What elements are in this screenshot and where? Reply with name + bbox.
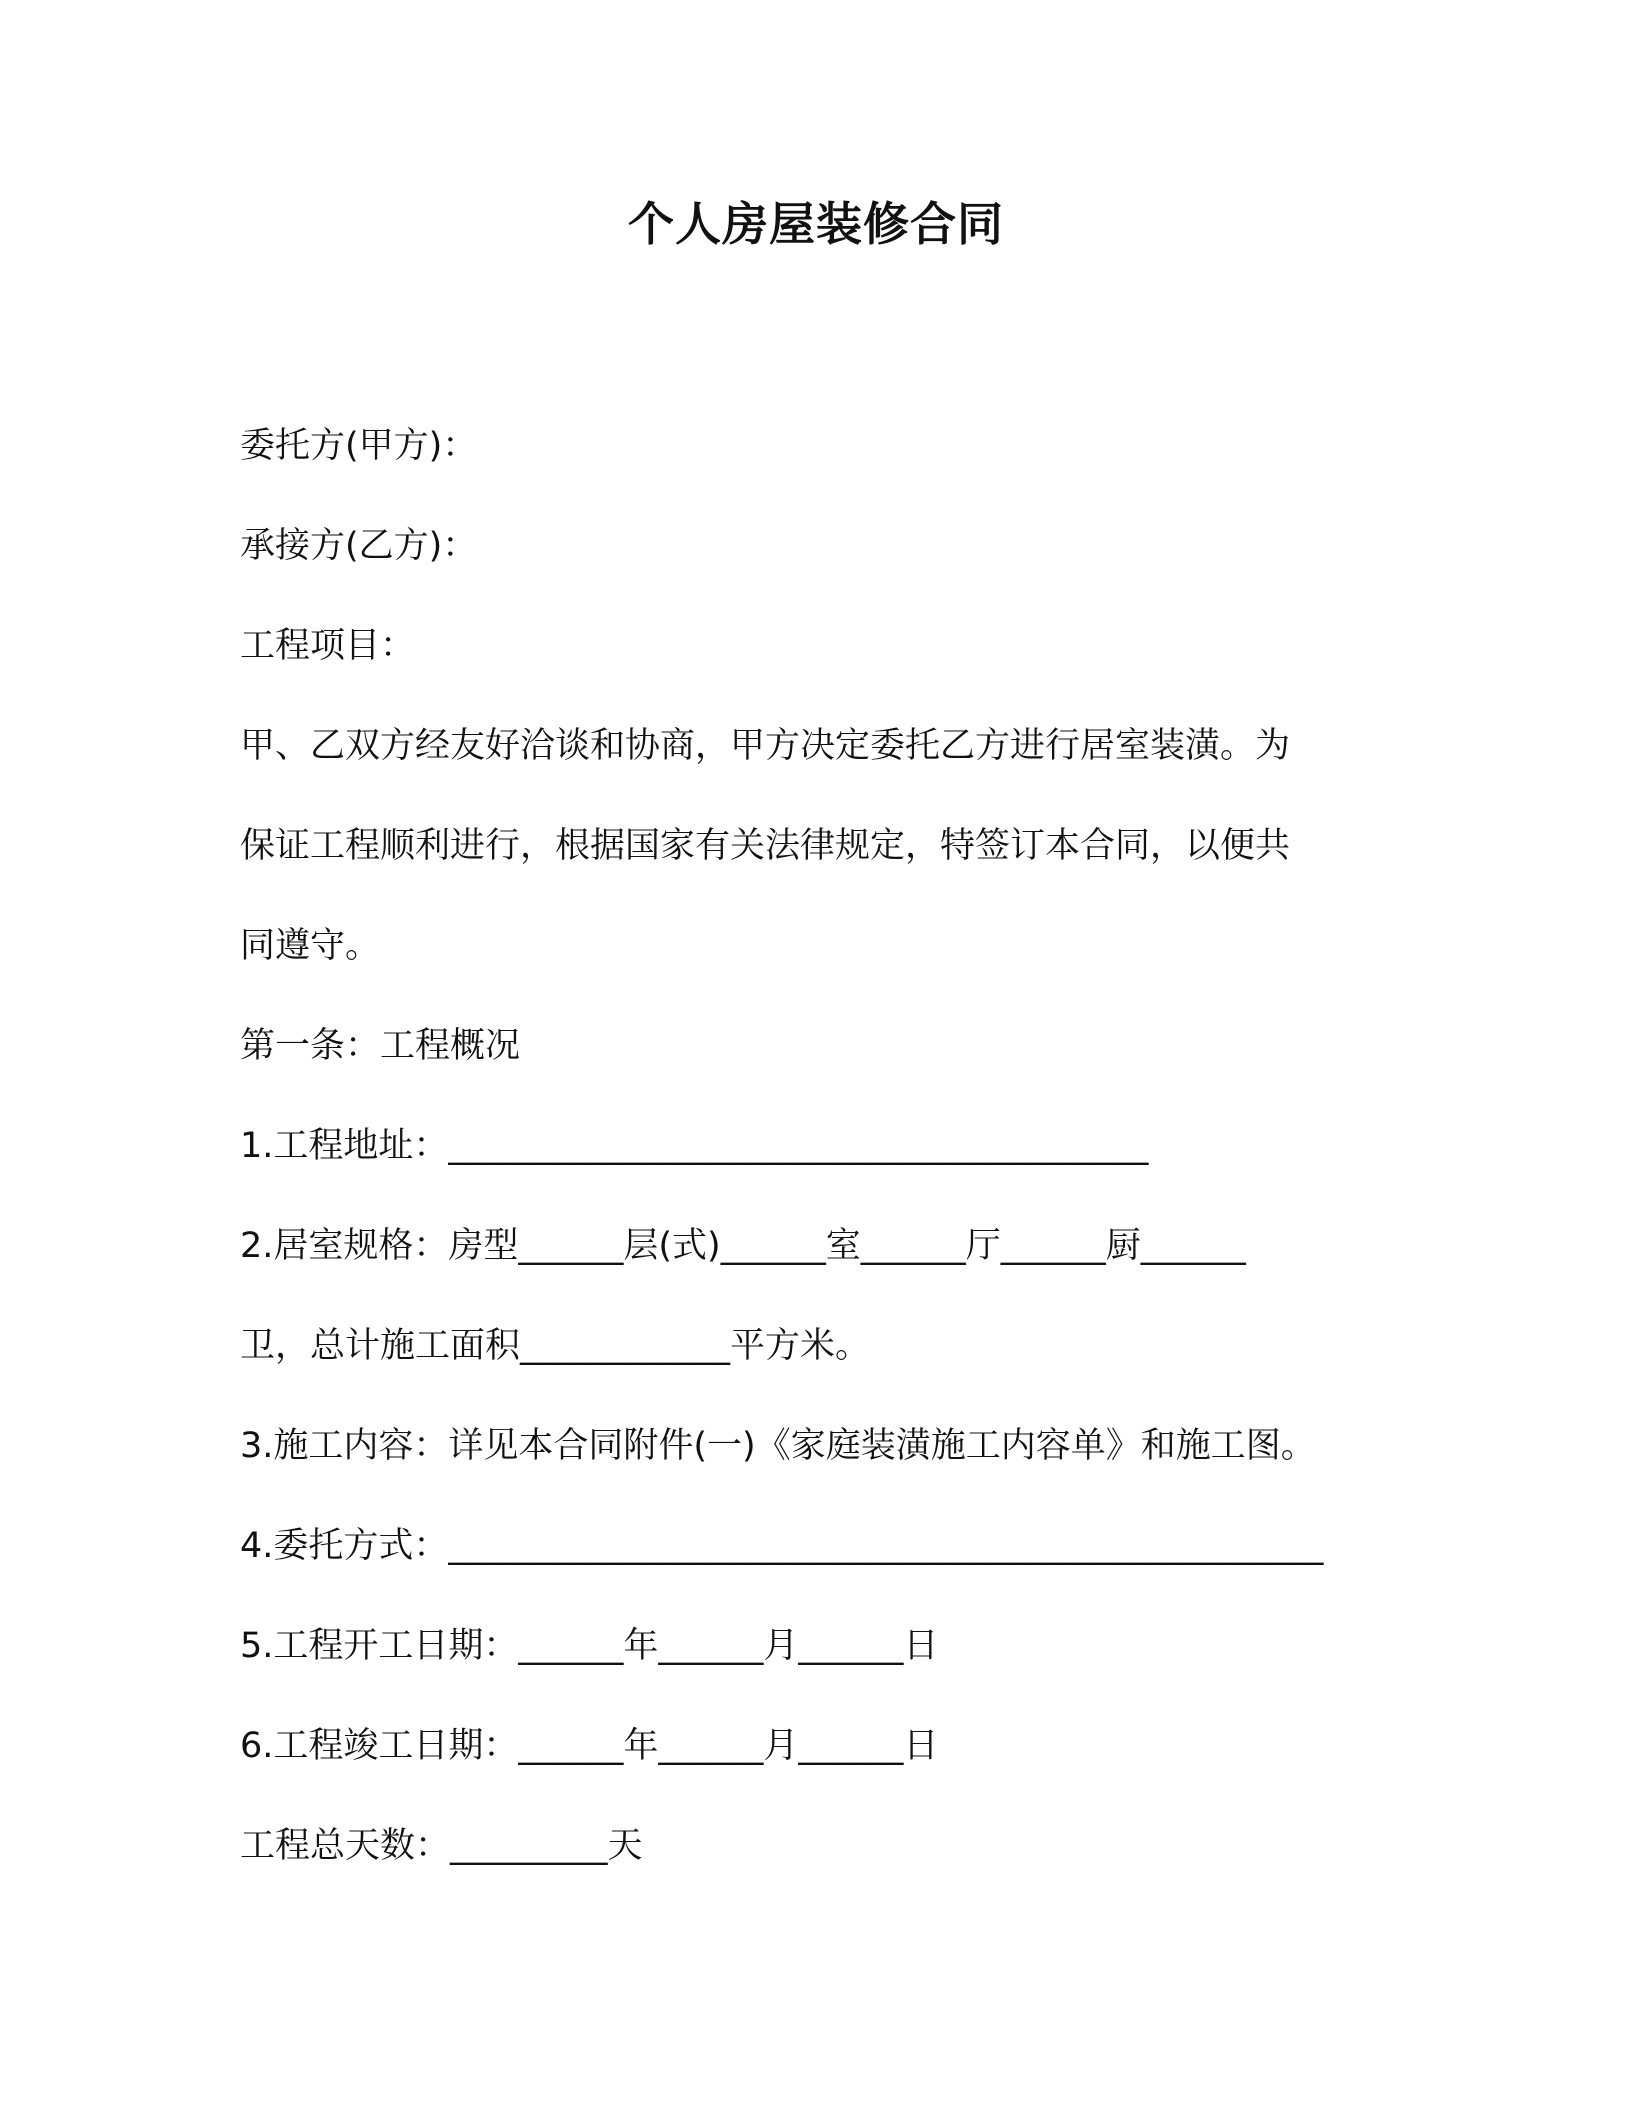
intro-paragraph-line-1: 甲、乙双方经友好洽谈和协商，甲方决定委托乙方进行居室装潢。为 [240,726,1291,766]
party-b-line: 承接方(乙方)： [240,526,478,566]
document-title: 个人房屋装修合同 [628,197,1004,251]
item-room-spec-cont: 卫，总计施工面积____________平方米。 [240,1326,871,1366]
item-method: 4.委托方式：__________________________________________________ [240,1526,1324,1566]
project-line: 工程项目： [240,626,416,666]
item-start-date: 5.工程开工日期：______年______月______日 [240,1626,939,1666]
item-address: 1.工程地址：________________________________________ [240,1126,1149,1166]
intro-paragraph-line-2: 保证工程顺利进行，根据国家有关法律规定，特签订本合同，以便共 [240,826,1291,866]
article-1-heading: 第一条：工程概况 [240,1026,521,1066]
party-a-line: 委托方(甲方)： [240,426,478,466]
item-content: 3.施工内容：详见本合同附件(一)《家庭装潢施工内容单》和施工图。 [240,1426,1316,1466]
item-end-date: 6.工程竣工日期：______年______月______日 [240,1726,939,1766]
item-total-days: 工程总天数：_________天 [240,1826,643,1866]
item-room-spec: 2.居室规格：房型______层(式)______室______厅______厨______ [240,1226,1246,1266]
intro-paragraph-line-3: 同遵守。 [240,926,381,966]
